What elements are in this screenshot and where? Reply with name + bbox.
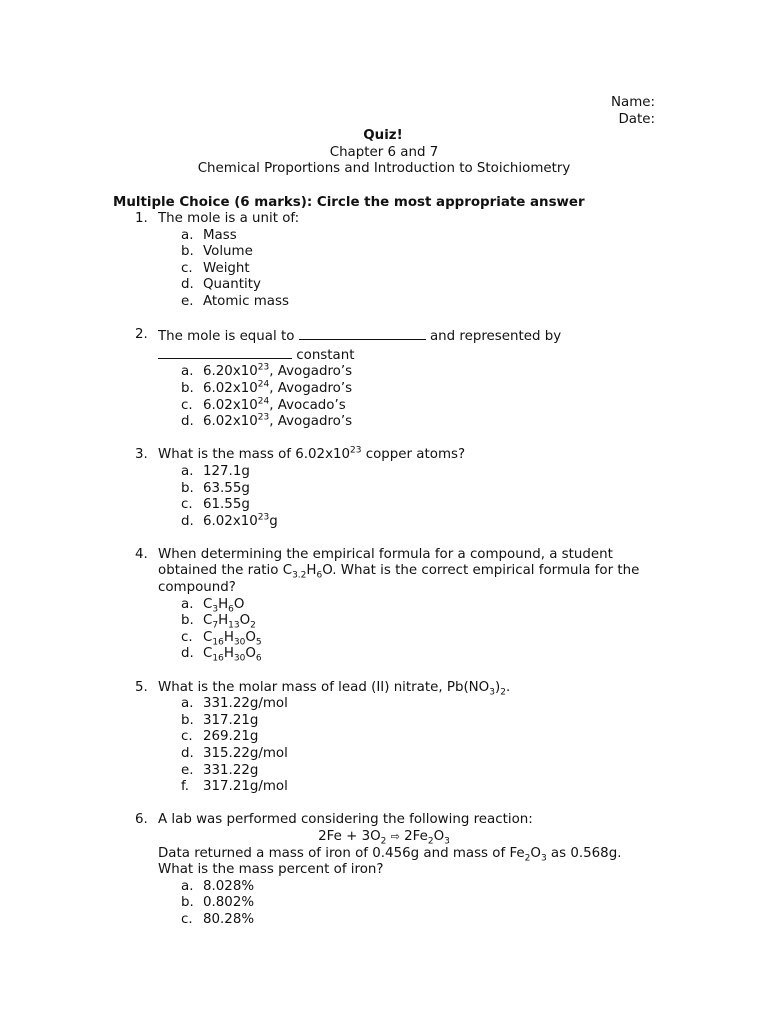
quiz-title: Quiz! bbox=[363, 128, 403, 143]
question-text: . bbox=[505, 679, 511, 695]
option-b[interactable] bbox=[0, 613, 768, 630]
question-number: 4. bbox=[135, 546, 148, 562]
option-b[interactable] bbox=[0, 713, 768, 730]
formula-part: O bbox=[233, 596, 245, 612]
formula-part: H bbox=[218, 596, 229, 612]
question-text: What is the molar mass of lead (II) nitrate, Pb(NO bbox=[158, 679, 490, 695]
equation-part: 2Fe bbox=[404, 828, 428, 844]
formula-part: H bbox=[223, 629, 234, 645]
option-text: 0.802% bbox=[203, 895, 255, 911]
question-6 bbox=[0, 812, 768, 928]
option-text: 6.02x10 bbox=[203, 380, 258, 396]
option-letter: e. bbox=[181, 293, 194, 309]
option-b[interactable] bbox=[0, 895, 768, 912]
option-c[interactable] bbox=[0, 398, 768, 415]
option-text: 317.21g/mol bbox=[203, 779, 288, 795]
formula-part: H bbox=[223, 646, 234, 662]
question-number: 2. bbox=[135, 327, 148, 343]
formula-part: C bbox=[203, 613, 213, 629]
option-text: g bbox=[269, 513, 278, 529]
option-letter: b. bbox=[181, 712, 194, 728]
option-letter: c. bbox=[181, 911, 193, 927]
question-text: obtained the ratio C bbox=[158, 563, 293, 579]
subscript: 2 bbox=[250, 620, 256, 631]
option-d[interactable] bbox=[0, 514, 768, 531]
option-a[interactable] bbox=[0, 364, 768, 381]
option-b[interactable] bbox=[0, 481, 768, 498]
answer-blank[interactable] bbox=[299, 327, 426, 340]
option-text: Volume bbox=[203, 244, 253, 260]
question-number: 5. bbox=[135, 679, 148, 695]
option-letter: a. bbox=[181, 596, 194, 612]
question-number: 1. bbox=[135, 211, 148, 226]
question-text: The mole is a unit of: bbox=[158, 211, 300, 226]
option-letter: d. bbox=[181, 646, 194, 662]
option-b[interactable] bbox=[0, 381, 768, 398]
option-text: 61.55g bbox=[203, 497, 250, 513]
formula-part: C bbox=[203, 646, 213, 662]
question-5 bbox=[0, 680, 768, 796]
equation-part: 2Fe + 3O bbox=[318, 828, 381, 844]
formula-part: C bbox=[203, 629, 213, 645]
option-text: 80.28% bbox=[203, 911, 255, 927]
reaction-arrow-icon: ⇨ bbox=[390, 829, 400, 843]
question-text: The mole is equal to bbox=[158, 329, 295, 345]
formula-part: C bbox=[203, 596, 213, 612]
option-letter: e. bbox=[181, 762, 194, 778]
option-text: , Avogadro’s bbox=[269, 380, 353, 396]
question-4 bbox=[0, 547, 768, 663]
option-letter: c. bbox=[181, 260, 193, 276]
option-letter: c. bbox=[181, 729, 193, 745]
name-label: Name: bbox=[610, 95, 655, 110]
subscript: 3 bbox=[540, 853, 547, 864]
subscript: 30 bbox=[233, 637, 246, 648]
option-letter: b. bbox=[181, 480, 194, 496]
subscript: 30 bbox=[233, 654, 246, 665]
date-label: Date: bbox=[618, 112, 655, 127]
option-d[interactable] bbox=[0, 277, 768, 294]
option-c[interactable] bbox=[0, 729, 768, 746]
student-info bbox=[611, 94, 655, 128]
option-letter: f. bbox=[181, 779, 189, 795]
option-text: Quantity bbox=[203, 277, 261, 293]
subscript: 6 bbox=[316, 571, 323, 582]
option-letter: a. bbox=[181, 463, 194, 479]
option-letter: d. bbox=[181, 414, 194, 430]
option-d[interactable] bbox=[0, 414, 768, 431]
subscript: 3.2 bbox=[292, 571, 307, 582]
question-text: H bbox=[306, 563, 317, 579]
option-letter: c. bbox=[181, 629, 193, 645]
subscript: 16 bbox=[212, 637, 224, 648]
option-a[interactable] bbox=[0, 597, 768, 614]
option-text: , Avocado’s bbox=[269, 397, 346, 413]
question-list bbox=[0, 211, 768, 945]
question-1 bbox=[0, 211, 768, 311]
option-letter: a. bbox=[181, 696, 194, 712]
question-text: O bbox=[530, 845, 541, 861]
option-text: 315.22g/mol bbox=[203, 746, 288, 761]
subscript: 2 bbox=[524, 853, 531, 864]
question-text: constant bbox=[296, 347, 355, 363]
question-text: A lab was performed considering the following reaction: bbox=[158, 812, 533, 828]
question-number: 3. bbox=[135, 447, 148, 463]
option-text: 317.21g bbox=[203, 712, 259, 728]
option-superscript: 23 bbox=[257, 412, 270, 423]
title-block bbox=[0, 128, 768, 178]
reaction-equation bbox=[0, 829, 768, 846]
subscript: 3 bbox=[489, 687, 495, 698]
section-heading: Multiple Choice (6 marks): Circle the most appropriate answer bbox=[113, 195, 585, 210]
option-text: 63.55g bbox=[203, 480, 250, 496]
option-text: 6.20x10 bbox=[203, 364, 258, 380]
option-d[interactable] bbox=[0, 746, 768, 763]
subscript: 3 bbox=[212, 604, 219, 615]
question-number: 6. bbox=[135, 812, 148, 828]
subscript: 16 bbox=[212, 654, 224, 665]
option-text: Mass bbox=[203, 227, 237, 243]
subscript: 3 bbox=[444, 836, 450, 847]
formula-part: O bbox=[239, 613, 251, 629]
question-text: What is the mass of 6.02x10 bbox=[158, 447, 351, 463]
option-b[interactable] bbox=[0, 244, 768, 261]
option-superscript: 24 bbox=[257, 379, 270, 390]
option-letter: d. bbox=[181, 277, 194, 293]
subscript: 6 bbox=[255, 654, 262, 665]
question-text: What is the mass percent of iron? bbox=[158, 862, 384, 878]
option-a[interactable] bbox=[0, 228, 768, 245]
option-letter: b. bbox=[181, 244, 194, 260]
option-text: 6.02x10 bbox=[203, 397, 258, 413]
formula-part: H bbox=[218, 613, 229, 629]
option-text: , Avogadro’s bbox=[269, 414, 353, 430]
formula-part: O bbox=[245, 646, 256, 662]
option-text: Weight bbox=[203, 260, 250, 276]
option-text: 6.02x10 bbox=[203, 414, 258, 430]
question-text: copper atoms? bbox=[361, 447, 466, 463]
question-text: When determining the empirical formula for a compound, a student bbox=[158, 546, 613, 562]
subscript: 2 bbox=[500, 687, 506, 698]
option-text: 8.028% bbox=[203, 878, 255, 894]
option-c[interactable] bbox=[0, 497, 768, 514]
subtitle-line: Chemical Proportions and Introduction to Stoichiometry bbox=[197, 161, 571, 177]
option-text: 331.22g/mol bbox=[203, 696, 288, 712]
option-text: 6.02x10 bbox=[203, 513, 258, 529]
option-letter: b. bbox=[181, 380, 194, 396]
option-e[interactable] bbox=[0, 294, 768, 311]
option-letter: d. bbox=[181, 746, 194, 761]
subscript: 13 bbox=[228, 620, 240, 631]
option-letter: c. bbox=[181, 397, 193, 413]
option-a[interactable] bbox=[0, 696, 768, 713]
formula-part: O bbox=[245, 629, 256, 645]
option-e[interactable] bbox=[0, 763, 768, 780]
option-text: 331.22g bbox=[203, 762, 259, 778]
equation-part: O bbox=[433, 828, 445, 844]
question-text: as 0.568g. bbox=[546, 845, 622, 861]
option-letter: b. bbox=[181, 895, 194, 911]
option-letter: d. bbox=[181, 513, 194, 529]
option-superscript: 23 bbox=[257, 512, 270, 523]
subscript: 7 bbox=[212, 620, 219, 631]
option-text: 269.21g bbox=[203, 729, 259, 745]
option-a[interactable] bbox=[0, 464, 768, 481]
option-c[interactable] bbox=[0, 912, 768, 929]
subscript: 6 bbox=[228, 604, 234, 615]
question-2 bbox=[0, 327, 768, 431]
option-letter: a. bbox=[181, 878, 194, 894]
chapter-line: Chapter 6 and 7 bbox=[329, 144, 439, 160]
question-text: Data returned a mass of iron of 0.456g and mass of Fe bbox=[158, 845, 525, 861]
option-letter: a. bbox=[181, 364, 194, 380]
option-letter: b. bbox=[181, 613, 194, 629]
option-letter: a. bbox=[181, 227, 194, 243]
option-superscript: 23 bbox=[257, 362, 270, 373]
option-a[interactable] bbox=[0, 879, 768, 896]
question-text: O. What is the correct empirical formula for the bbox=[322, 563, 640, 579]
option-text: , Avogadro’s bbox=[269, 364, 353, 380]
option-text: Atomic mass bbox=[203, 293, 289, 309]
option-c[interactable] bbox=[0, 630, 768, 647]
option-f[interactable] bbox=[0, 779, 768, 796]
option-text: 127.1g bbox=[203, 463, 250, 479]
question-superscript: 23 bbox=[350, 445, 362, 456]
question-3 bbox=[0, 447, 768, 530]
question-text: compound? bbox=[158, 580, 236, 596]
subscript: 2 bbox=[427, 836, 434, 847]
question-text: ) bbox=[494, 679, 501, 695]
subscript: 5 bbox=[255, 637, 262, 648]
option-d[interactable] bbox=[0, 646, 768, 663]
option-superscript: 24 bbox=[257, 396, 270, 407]
option-c[interactable] bbox=[0, 261, 768, 278]
subscript: 2 bbox=[380, 836, 387, 847]
answer-blank[interactable] bbox=[158, 346, 292, 359]
option-letter: c. bbox=[181, 497, 193, 513]
question-text: and represented by bbox=[429, 329, 562, 345]
